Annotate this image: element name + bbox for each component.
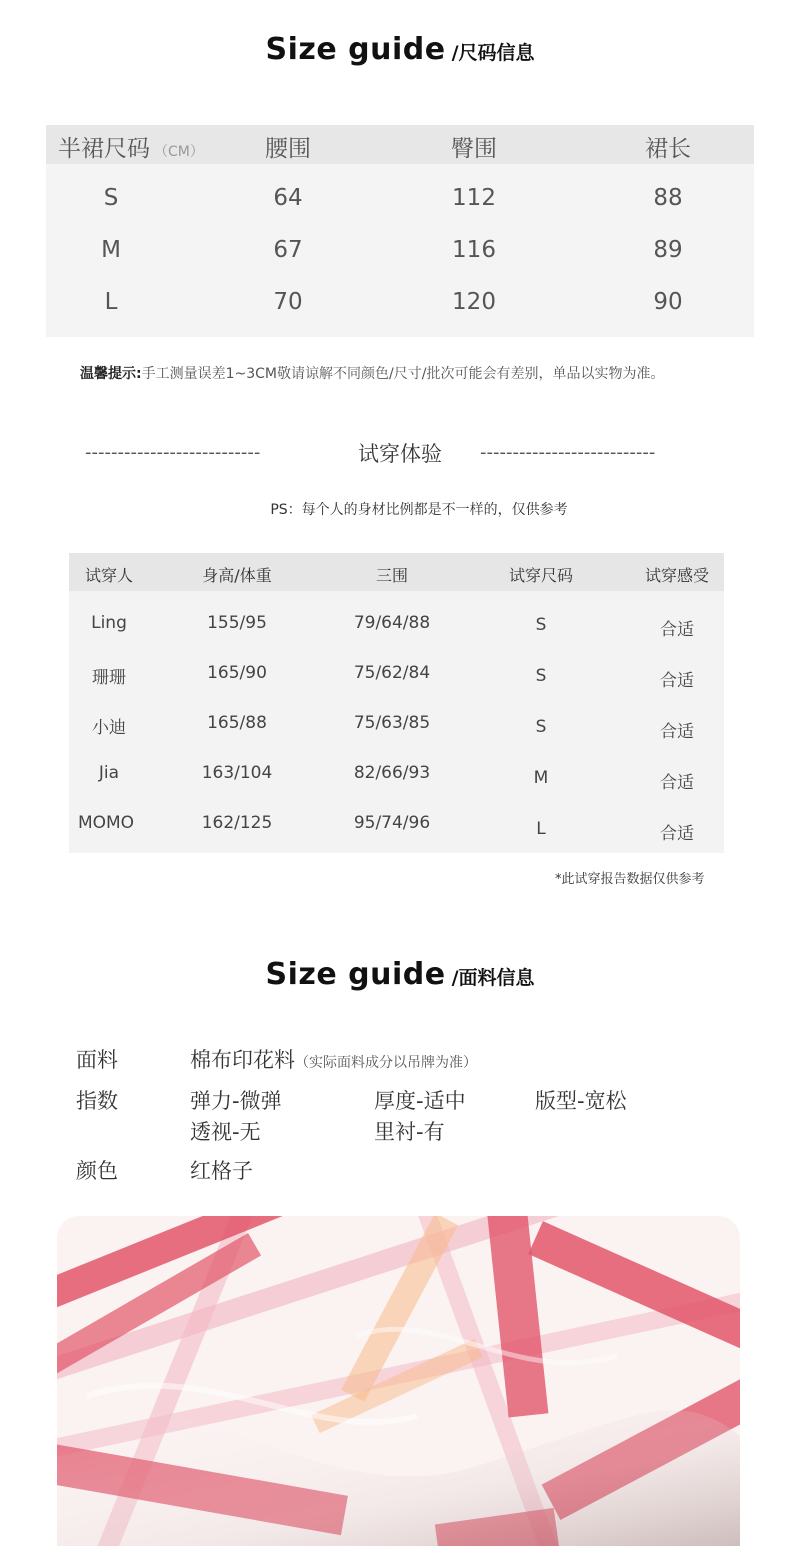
size-guide-title: Size guide: [265, 32, 446, 67]
fabric-heading: [0, 957, 800, 992]
size-guide-subtitle: /尺码信息: [451, 42, 535, 64]
fabric-title: Size guide: [265, 957, 446, 992]
elasticity-value: 弹力-微弹: [190, 1089, 282, 1113]
size-col-size: 半裙尺码 （CM）: [58, 136, 204, 162]
fit-value: 版型-宽松: [535, 1089, 627, 1113]
trial-table: 试穿人 身高/体重 三围 试穿尺码 试穿感受 Ling 155/95 79/64/88 S 合适 珊珊 165/90 75/62/84 S 合适 小迪 165/88 75/63/85 S 合适 Jia 163/104 82/66/93 M 合适 MOMO 162/125 95/74/96 L 合适: [69, 553, 724, 853]
trial-col-height-weight: 身高/体重: [202, 566, 272, 585]
fabric-subtitle: /面料信息: [451, 967, 535, 989]
trial-divider-left: ---------------------------: [85, 442, 261, 463]
material-note: （实际面料成分以吊牌为准）: [295, 1055, 477, 1071]
trial-col-size: 试穿尺码: [508, 566, 573, 585]
color-value: 红格子: [190, 1159, 253, 1183]
color-label: 颜色: [76, 1159, 118, 1183]
size-col-length: 裙长: [645, 136, 691, 162]
trial-note: *此试穿报告数据仅供参考: [555, 872, 705, 887]
warm-tip-text: 手工测量误差1~3CM敬请谅解不同颜色/尺寸/批次可能会有差别，单品以实物为准。: [141, 366, 665, 382]
size-guide-heading: [0, 32, 800, 67]
trial-col-feeling: 试穿感受: [644, 566, 709, 585]
size-unit: （CM）: [154, 144, 204, 160]
warm-tip-label: 温馨提示:: [80, 366, 142, 382]
lining-value: 里衬-有: [374, 1120, 445, 1144]
trial-ps: PS：每个人的身材比例都是不一样的，仅供参考: [270, 502, 568, 518]
size-col-hip: 臀围: [451, 136, 497, 162]
index-label: 指数: [76, 1089, 118, 1113]
size-table: 半裙尺码 （CM） 腰围 臀围 裙长 S 64 112 88 M 67 116 89 L 70 120 90: [46, 125, 754, 337]
fabric-pattern-image: [57, 1216, 740, 1546]
fabric-photo: [57, 1216, 740, 1546]
trial-col-measurements: 三围: [375, 566, 408, 585]
material-value: 棉布印花料（实际面料成分以吊牌为准）: [190, 1048, 477, 1072]
material-label: 面料: [76, 1048, 118, 1072]
thickness-value: 厚度-适中: [374, 1089, 466, 1113]
trial-table-header: [69, 553, 724, 591]
warm-tip: [80, 363, 664, 383]
size-col-waist: 腰围: [265, 136, 311, 162]
trial-col-person: 试穿人: [84, 566, 133, 585]
size-table-header: [46, 125, 754, 164]
transparency-value: 透视-无: [190, 1120, 261, 1144]
trial-divider-right: ---------------------------: [480, 442, 656, 463]
trial-title: 试穿体验: [358, 442, 442, 466]
